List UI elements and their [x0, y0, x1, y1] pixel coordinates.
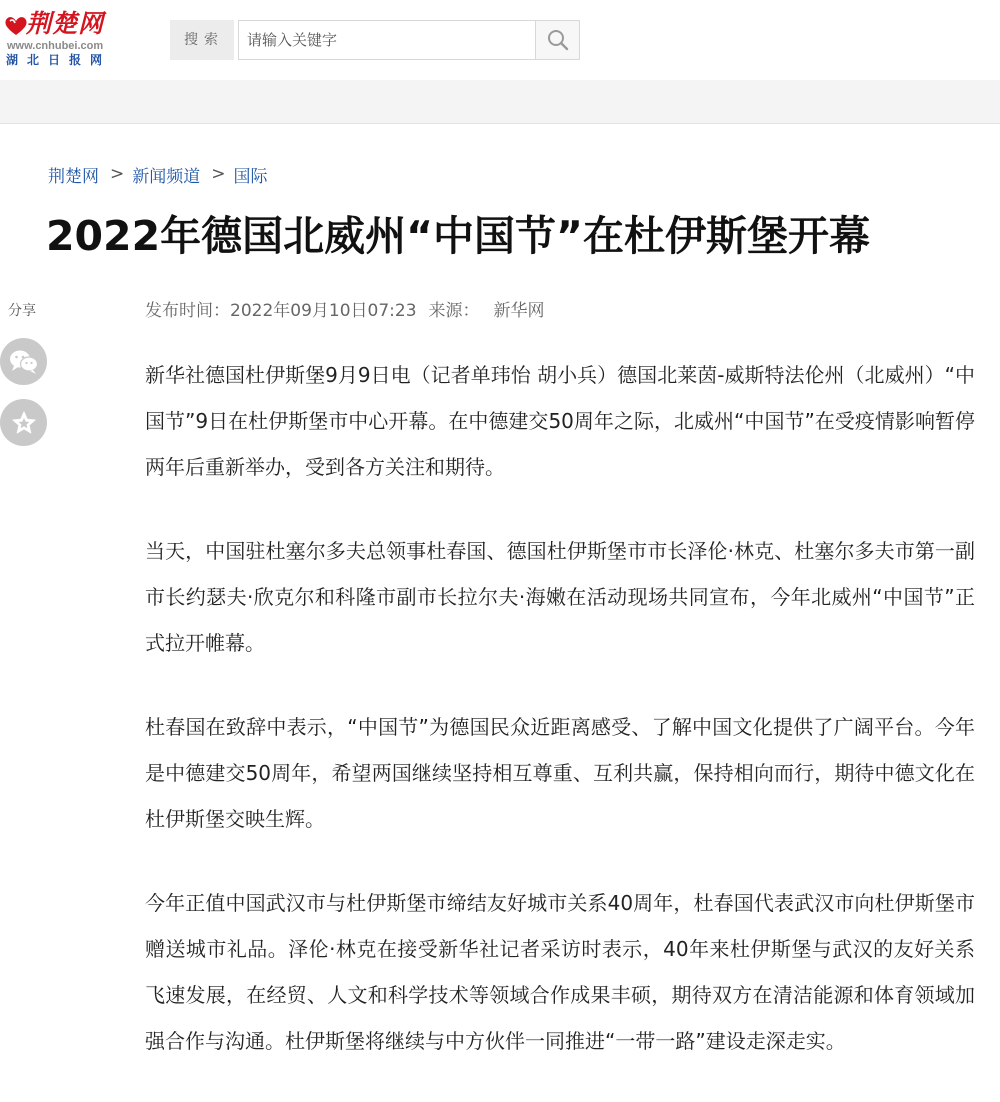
breadcrumb-separator: >	[110, 164, 125, 184]
search-button[interactable]	[535, 20, 580, 60]
source-label: 来源：	[428, 301, 480, 321]
logo-subtitle: 湖北日报网	[6, 53, 112, 67]
breadcrumb-news-channel[interactable]: 新闻频道	[132, 166, 201, 187]
heart-swirl-logo-icon	[4, 15, 28, 37]
search-input[interactable]	[238, 20, 536, 60]
article-meta	[145, 296, 545, 321]
logo-domain: www.cnhubei.com	[7, 40, 104, 52]
logo-brand-text: 荆楚网	[26, 9, 105, 38]
search-label: 搜索	[170, 20, 234, 60]
source-name: 新华网	[493, 301, 545, 321]
article-paragraph: 当天，中国驻杜塞尔多夫总领事杜春国、德国杜伊斯堡市市长泽伦·林克、杜塞尔多夫市第一副市长约瑟夫·欣克尔和科隆市副市长拉尔夫·海嫩在活动现场共同宣布，今年北威州“中国节”正式拉开帷幕。	[145, 539, 975, 655]
wechat-icon	[8, 348, 40, 376]
article-paragraph: 杜春国在致辞中表示，“中国节”为德国民众近距离感受、了解中国文化提供了广阔平台。今年是中德建交50周年，希望两国继续坚持相互尊重、互利共赢，保持相向而行，期待中德文化在杜伊斯堡交映生辉。	[145, 715, 975, 831]
share-wechat-button[interactable]	[0, 338, 47, 385]
breadcrumb	[48, 162, 268, 186]
page-title: 2022年德国北威州“中国节”在杜伊斯堡开幕	[46, 212, 871, 260]
breadcrumb-international[interactable]: 国际	[233, 166, 268, 187]
share-label: 分享	[8, 303, 36, 319]
site-logo[interactable]	[4, 8, 122, 70]
top-header	[0, 0, 1000, 80]
search-icon	[547, 29, 569, 51]
favorite-button[interactable]	[0, 399, 47, 446]
breadcrumb-home[interactable]: 荆楚网	[48, 166, 99, 187]
article-paragraph: 新华社德国杜伊斯堡9月9日电（记者单玮怡 胡小兵）德国北莱茵-威斯特法伦州（北威州）“中国节”9日在杜伊斯堡市中心开幕。在中德建交50周年之际，北威州“中国节”在受疫情影响暂停两年后重新举办，受到各方关注和期待。	[145, 363, 975, 479]
publish-time-label: 发布时间：	[145, 301, 230, 321]
nav-band	[0, 80, 1000, 124]
article-body	[145, 352, 975, 1102]
publish-time: 2022年09月10日07:23	[230, 301, 417, 321]
star-icon	[10, 409, 38, 437]
breadcrumb-separator: >	[211, 164, 226, 184]
article-paragraph: 今年正值中国武汉市与杜伊斯堡市缔结友好城市关系40周年，杜春国代表武汉市向杜伊斯堡市赠送城市礼品。泽伦·林克在接受新华社记者采访时表示，40年来杜伊斯堡与武汉的友好关系飞速发展，在经贸、人文和科学技术等领域合作成果丰硕，期待双方在清洁能源和体育领域加强合作与沟通。杜伊斯堡将继续与中方伙伴一同推进“一带一路”建设走深走实。	[145, 891, 975, 1053]
